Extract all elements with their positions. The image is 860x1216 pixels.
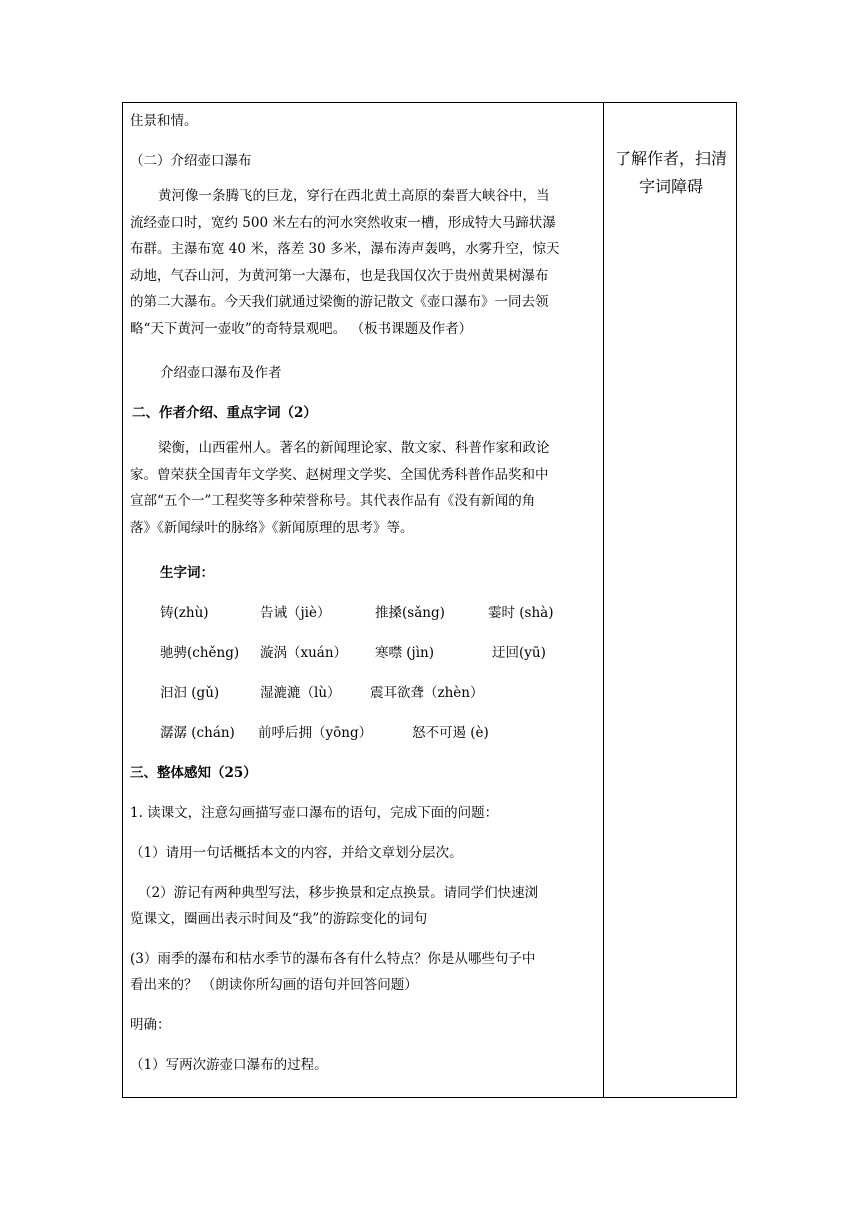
answer-1: （1）写两次游壶口瀑布的过程。 [130, 1057, 328, 1073]
vocab-item: 寒噤 (jìn) [375, 645, 435, 661]
vocab-item: 铸(zhù) [160, 605, 209, 621]
question-1-1: （1）请用一句话概括本文的内容，并给文章划分层次。 [130, 845, 463, 861]
section-subtitle: （二）介绍壶口瀑布 [130, 153, 252, 169]
vocab-item: 推搡(sǎng) [375, 605, 445, 621]
section-heading-2: 二、作者介绍、重点字词（2） [132, 405, 317, 421]
intro-line: 流经壶口时，宽约 500 米左右的河水突然收束一槽，形成特大马蹄状瀑 [130, 214, 556, 231]
author-line: 宣部“五个一”工程奖等多种荣誉称号。其代表作品有《没有新闻的角 [130, 493, 536, 509]
section-heading-3: 三、整体感知（25） [130, 765, 257, 781]
design-intent-column [611, 145, 731, 201]
intro-line: 的第二大瀑布。今天我们就通过梁衡的游记散文《壶口瀑布》一同去领 [130, 294, 549, 310]
vocab-item: 前呼后拥（yōng） [258, 725, 373, 741]
intro-line: 动地，气吞山河，为黄河第一大瀑布，也是我国仅次于贵州黄果树瀑布 [130, 267, 549, 284]
author-line: 落》《新闻绿叶的脉络》《新闻原理的思考》等。 [130, 519, 414, 536]
lesson-plan-table [122, 102, 737, 1098]
vocab-item: 潺潺 (chán) [160, 725, 235, 741]
vocab-item: 驰骋(chěng) [160, 645, 240, 661]
intro-line: 略“天下黄河一壶收”的奇特景观吧。 （板书课题及作者） [130, 320, 473, 337]
side-note: 了解作者，扫清字词障碍 [614, 149, 727, 196]
intro-line: 布群。主瀑布宽 40 米，落差 30 多米，瀑布涛声轰鸣，水雾升空，惊天 [130, 241, 560, 257]
vocab-item: 霎时 (shà) [488, 605, 554, 621]
text-line: 住景和情。 [130, 113, 198, 129]
intro-line: 黄河像一条腾飞的巨龙，穿行在西北黄土高原的秦晋大峡谷中，当 [158, 188, 550, 204]
vocab-item: 震耳欲聋（zhèn） [370, 685, 484, 701]
question-1-2-cont: 览课文，圈画出表示时间及“我”的游踪变化的词句 [130, 911, 428, 927]
question-1: 1. 读课文，注意勾画描写壶口瀑布的语句，完成下面的问题： [130, 805, 499, 821]
clarify-label: 明确： [130, 1017, 171, 1033]
vocab-item: 湿漉漉（lù） [260, 685, 341, 701]
vocab-title: 生字词： [160, 565, 214, 581]
question-1-3: (3）雨季的瀑布和枯水季节的瀑布各有什么特点？你是从哪些句子中 [130, 951, 536, 967]
intro-paragraph [130, 183, 595, 342]
text-line: 介绍壶口瀑布及作者 [160, 365, 282, 381]
vocab-item: 告诫（jiè） [260, 605, 331, 621]
vocab-item: 怒不可遏 (è) [412, 725, 489, 741]
column-divider [603, 103, 604, 1097]
author-paragraph [130, 435, 595, 541]
vocab-item: 迂回(yū) [492, 645, 546, 661]
author-line: 梁衡，山西霍州人。著名的新闻理论家、散文家、科普作家和政论 [158, 440, 550, 456]
question-1-2: （2）游记有两种典型写法，移步换景和定点换景。请同学们快速浏 [138, 885, 539, 901]
vocab-item: 漩涡（xuán） [260, 645, 348, 661]
vocab-item: 汩汩 (gǔ) [160, 685, 220, 701]
question-1-3-cont: 看出来的？ （朗读你所勾画的语句并回答问题） [130, 977, 418, 993]
author-line: 家。曾荣获全国青年文学奖、赵树理文学奖、全国优秀科普作品奖和中 [130, 466, 549, 483]
